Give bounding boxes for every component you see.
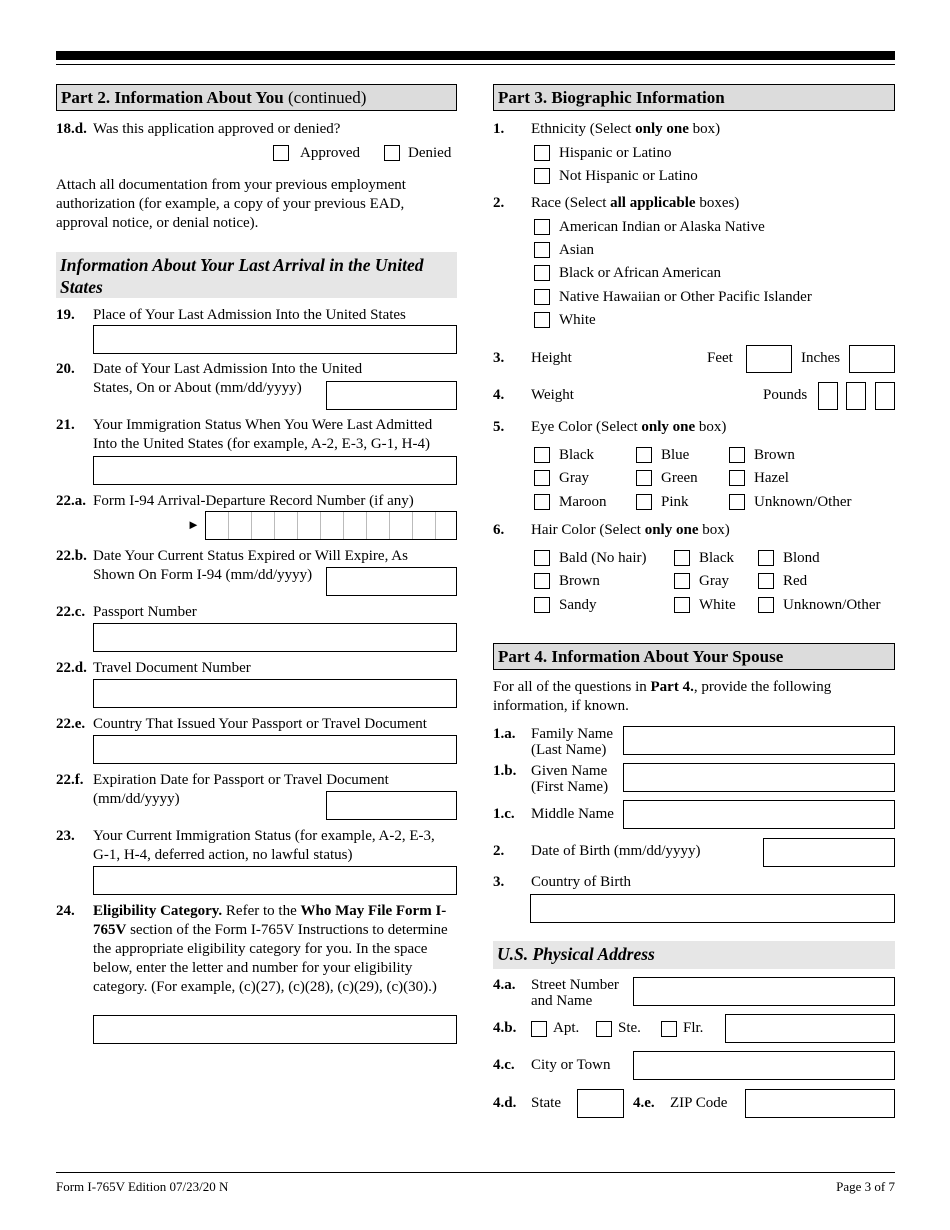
q23-number: 23. <box>56 828 75 844</box>
q21-label-line1: Your Immigration Status When You Were Last Admitted <box>93 417 433 433</box>
apt-ste-flr-number-input[interactable] <box>725 1014 895 1043</box>
q24-text-2: section of the Form I-765V Instructions to determine the appropriate eligibility category for you. In the space below, enter the letter and number for your eligibility category. (For example, (c)(27), (c)(28), (c)(29), (c)(30).) <box>93 922 448 995</box>
middle-name-label: Middle Name <box>531 806 614 822</box>
eye-brown-label: Brown <box>754 447 795 463</box>
eye-hazel-label: Hazel <box>754 470 789 486</box>
eye-green-checkbox[interactable] <box>636 470 652 486</box>
weight-digit-1-input[interactable] <box>818 382 838 410</box>
q23-label-line2: G-1, H-4, deferred action, no lawful status) <box>93 847 353 863</box>
weight-label: Weight <box>531 387 574 403</box>
eye-blue-checkbox[interactable] <box>636 447 652 463</box>
flr-label: Flr. <box>683 1020 704 1036</box>
part4-intro: For all of the questions in Part 4., provide the following information, if known. <box>493 679 832 714</box>
race-asian-label: Asian <box>559 242 594 258</box>
q18d-number: 18.d. <box>56 121 87 137</box>
q24-bold-who-may-file: Who May File Form I-765V <box>93 903 447 938</box>
race-american-indian-label: American Indian or Alaska Native <box>559 219 765 235</box>
hair-color-label: Hair Color (Select only one box) <box>531 522 730 538</box>
hair-gray-checkbox[interactable] <box>674 573 690 589</box>
place-of-last-admission-input[interactable] <box>93 325 457 354</box>
p4-q4e-number: 4.e. <box>633 1095 655 1111</box>
street-label-line1: Street Number <box>531 977 619 993</box>
p3-q1-number: 1. <box>493 121 505 137</box>
q22e-number: 22.e. <box>56 716 86 732</box>
hair-red-label: Red <box>783 573 808 589</box>
race-black-checkbox[interactable] <box>534 265 550 281</box>
family-name-label-line2: (Last Name) <box>531 742 607 758</box>
p4-q1b-number: 1.b. <box>493 763 517 779</box>
hair-blond-checkbox[interactable] <box>758 550 774 566</box>
eye-blue-label: Blue <box>661 447 690 463</box>
q18d-label: Was this application approved or denied? <box>93 121 341 137</box>
p3-q4-number: 4. <box>493 387 505 403</box>
eye-brown-checkbox[interactable] <box>729 447 745 463</box>
race-white-checkbox[interactable] <box>534 312 550 328</box>
p4-q4b-number: 4.b. <box>493 1020 517 1036</box>
given-name-label-line1: Given Name <box>531 763 608 779</box>
q22f-label-line1: Expiration Date for Passport or Travel Document <box>93 772 389 788</box>
p4-q4c-number: 4.c. <box>493 1057 515 1073</box>
eye-gray-label: Gray <box>559 470 589 486</box>
footer-page-number: Page 3 of 7 <box>836 1179 895 1194</box>
q24-text-1: Refer to the <box>222 903 301 919</box>
p4-q4a-number: 4.a. <box>493 977 516 993</box>
eye-maroon-label: Maroon <box>559 494 607 510</box>
p4-q4d-number: 4.d. <box>493 1095 517 1111</box>
q20-number: 20. <box>56 361 75 377</box>
q22b-label-line1: Date Your Current Status Expired or Will Expire, As <box>93 548 408 564</box>
ethnicity-hispanic-checkbox[interactable] <box>534 145 550 161</box>
hair-black-label: Black <box>699 550 734 566</box>
q20-label-line1: Date of Your Last Admission Into the United <box>93 361 363 377</box>
spouse-date-of-birth-input[interactable] <box>763 838 895 867</box>
ethnicity-not-hispanic-checkbox[interactable] <box>534 168 550 184</box>
eye-maroon-checkbox[interactable] <box>534 494 550 510</box>
last-arrival-section-header: Information About Your Last Arrival in the United States <box>56 252 457 298</box>
height-label: Height <box>531 350 572 366</box>
status-when-admitted-input[interactable] <box>93 456 457 485</box>
feet-label: Feet <box>707 350 733 366</box>
zip-code-input[interactable] <box>745 1089 895 1118</box>
race-hawaiian-label: Native Hawaiian or Other Pacific Islander <box>559 289 812 305</box>
spouse-family-name-input[interactable] <box>623 726 895 755</box>
travel-document-number-input[interactable] <box>93 679 457 708</box>
race-black-label: Black or African American <box>559 265 722 281</box>
state-label: State <box>531 1095 561 1111</box>
date-of-last-admission-input[interactable] <box>326 381 457 410</box>
p3-q3-number: 3. <box>493 350 505 366</box>
ethnicity-not-hispanic-label: Not Hispanic or Latino <box>559 168 698 184</box>
q22c-label: Passport Number <box>93 604 197 620</box>
q22f-number: 22.f. <box>56 772 84 788</box>
q22b-number: 22.b. <box>56 548 87 564</box>
part2-header-title: Part 2. Information About You <box>61 88 284 107</box>
denied-checkbox[interactable] <box>384 145 400 161</box>
spouse-middle-name-input[interactable] <box>623 800 895 829</box>
q19-label: Place of Your Last Admission Into the United States <box>93 307 406 323</box>
eligibility-category-input[interactable] <box>93 1015 457 1044</box>
eye-hazel-checkbox[interactable] <box>729 470 745 486</box>
hair-brown-checkbox[interactable] <box>534 573 550 589</box>
city-or-town-input[interactable] <box>633 1051 895 1080</box>
hair-sandy-checkbox[interactable] <box>534 597 550 613</box>
zip-label: ZIP Code <box>670 1095 728 1111</box>
part3-header: Part 3. Biographic Information <box>493 84 895 111</box>
weight-digit-2-input[interactable] <box>846 382 866 410</box>
part2-header-continued: (continued) <box>283 88 367 107</box>
issuing-country-input[interactable] <box>93 735 457 764</box>
apt-checkbox[interactable] <box>531 1021 547 1037</box>
p3-q2-number: 2. <box>493 195 505 211</box>
attach-documentation-note: Attach all documentation from your previous employment authorization (for example, a copy of your previous EAD, approval notice, or denial notice). <box>56 177 406 231</box>
race-hawaiian-checkbox[interactable] <box>534 289 550 305</box>
eye-unknown-checkbox[interactable] <box>729 494 745 510</box>
q20-label-line2: States, On or About (mm/dd/yyyy) <box>93 380 302 396</box>
hair-bald-checkbox[interactable] <box>534 550 550 566</box>
top-rule-thin <box>56 64 895 65</box>
hair-unknown-checkbox[interactable] <box>758 597 774 613</box>
ste-label: Ste. <box>618 1020 641 1036</box>
spouse-dob-label: Date of Birth (mm/dd/yyyy) <box>531 843 701 859</box>
part2-header <box>56 84 457 111</box>
us-physical-address-header: U.S. Physical Address <box>493 941 895 969</box>
hair-blond-label: Blond <box>783 550 820 566</box>
approved-label: Approved <box>300 145 360 161</box>
q22a-label: Form I-94 Arrival-Departure Record Number (if any) <box>93 493 414 509</box>
hair-bald-label: Bald (No hair) <box>559 550 647 566</box>
approved-checkbox[interactable] <box>273 145 289 161</box>
q19-number: 19. <box>56 307 75 323</box>
p4-q3-number: 3. <box>493 874 505 890</box>
eye-green-label: Green <box>661 470 698 486</box>
q21-label-line2: Into the United States (for example, A-2, E-3, G-1, H-4) <box>93 436 430 452</box>
hair-white-label: White <box>699 597 736 613</box>
eye-black-checkbox[interactable] <box>534 447 550 463</box>
p3-q6-number: 6. <box>493 522 505 538</box>
spouse-country-of-birth-input[interactable] <box>530 894 895 923</box>
street-number-name-input[interactable] <box>633 977 895 1006</box>
eye-color-label: Eye Color (Select only one box) <box>531 419 727 435</box>
given-name-label-line2: (First Name) <box>531 779 609 795</box>
arrow-right-icon: ► <box>187 517 200 532</box>
p4-q1a-number: 1.a. <box>493 726 516 742</box>
hair-black-checkbox[interactable] <box>674 550 690 566</box>
status-expiration-date-input[interactable] <box>326 567 457 596</box>
hair-red-checkbox[interactable] <box>758 573 774 589</box>
part4-header: Part 4. Information About Your Spouse <box>493 643 895 670</box>
pounds-label: Pounds <box>763 387 808 403</box>
height-feet-input[interactable] <box>746 345 792 373</box>
p3-q5-number: 5. <box>493 419 505 435</box>
q22c-number: 22.c. <box>56 604 86 620</box>
race-label: Race (Select all applicable boxes) <box>531 195 740 211</box>
q22b-label-line2: Shown On Form I-94 (mm/dd/yyyy) <box>93 567 313 583</box>
flr-checkbox[interactable] <box>661 1021 677 1037</box>
country-of-birth-label: Country of Birth <box>531 874 631 890</box>
weight-digit-3-input[interactable] <box>875 382 895 410</box>
passport-number-input[interactable] <box>93 623 457 652</box>
q22f-label-line2: (mm/dd/yyyy) <box>93 791 180 807</box>
hair-brown-label: Brown <box>559 573 600 589</box>
q24-bold-eligibility: Eligibility Category. <box>93 903 223 919</box>
hair-gray-label: Gray <box>699 573 729 589</box>
eye-gray-checkbox[interactable] <box>534 470 550 486</box>
q22a-number: 22.a. <box>56 493 86 509</box>
q22d-number: 22.d. <box>56 660 87 676</box>
q24-number: 24. <box>56 903 75 919</box>
race-american-indian-checkbox[interactable] <box>534 219 550 235</box>
eye-pink-label: Pink <box>661 494 689 510</box>
denied-label: Denied <box>408 145 452 161</box>
p4-q1c-number: 1.c. <box>493 806 515 822</box>
footer-rule <box>56 1172 895 1173</box>
eye-pink-checkbox[interactable] <box>636 494 652 510</box>
race-asian-checkbox[interactable] <box>534 242 550 258</box>
apt-label: Apt. <box>553 1020 580 1036</box>
spouse-given-name-input[interactable] <box>623 763 895 792</box>
city-label: City or Town <box>531 1057 611 1073</box>
q23-label-line1: Your Current Immigration Status (for example, A-2, E-3, <box>93 828 435 844</box>
height-inches-input[interactable] <box>849 345 895 373</box>
i94-number-input[interactable] <box>205 511 457 540</box>
top-rule-thick <box>56 51 895 60</box>
passport-expiration-date-input[interactable] <box>326 791 457 820</box>
hair-white-checkbox[interactable] <box>674 597 690 613</box>
eye-unknown-label: Unknown/Other <box>754 494 852 510</box>
hair-sandy-label: Sandy <box>559 597 597 613</box>
family-name-label-line1: Family Name <box>531 726 614 742</box>
eye-black-label: Black <box>559 447 594 463</box>
q24-text <box>93 902 455 997</box>
q22e-label: Country That Issued Your Passport or Travel Document <box>93 716 427 732</box>
ste-checkbox[interactable] <box>596 1021 612 1037</box>
footer-form-edition: Form I-765V Edition 07/23/20 N <box>56 1179 229 1194</box>
race-white-label: White <box>559 312 596 328</box>
ethnicity-hispanic-label: Hispanic or Latino <box>559 145 672 161</box>
hair-unknown-label: Unknown/Other <box>783 597 881 613</box>
ethnicity-label: Ethnicity (Select only one box) <box>531 121 721 137</box>
inches-label: Inches <box>801 350 841 366</box>
p4-q2-number: 2. <box>493 843 505 859</box>
state-input[interactable] <box>577 1089 624 1118</box>
q22d-label: Travel Document Number <box>93 660 251 676</box>
q21-number: 21. <box>56 417 75 433</box>
current-immigration-status-input[interactable] <box>93 866 457 895</box>
street-label-line2: and Name <box>531 993 593 1009</box>
